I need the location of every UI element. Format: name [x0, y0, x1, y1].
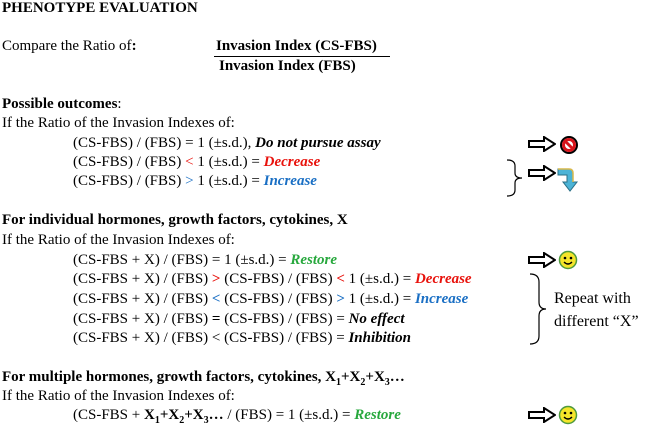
heading-text: For multiple hormones, growth factors, cytokines, X — [2, 369, 336, 385]
row-text: (CS-FBS) / (FBS) = — [220, 311, 349, 327]
individual-row — [73, 271, 472, 288]
individual-row — [73, 291, 468, 308]
row-text: X — [144, 407, 155, 423]
right-arrow-icon — [528, 252, 556, 268]
individual-intro: If the Ratio of the Invasion Indexes of: — [2, 232, 235, 248]
right-brace-icon — [505, 158, 527, 198]
right-arrow-icon — [528, 165, 556, 181]
row-text: +X — [159, 407, 180, 423]
page-title: PHENOTYPE EVALUATION — [2, 0, 198, 16]
outcomes-heading-colon: : — [117, 96, 122, 112]
compare-label-text: Compare the Ratio of — [2, 38, 132, 54]
row-text: (CS-FBS + X) / (FBS) — [73, 291, 212, 307]
result-label: Inhibition — [348, 330, 411, 346]
subscript: 3 — [203, 415, 209, 426]
row-operator: = — [211, 311, 221, 327]
row-text: (CS-FBS) / (FBS) — [73, 154, 186, 170]
result-label: No effect — [348, 311, 405, 327]
outcomes-heading — [2, 96, 122, 113]
subscript: 1 — [154, 415, 160, 426]
result-label: Increase — [263, 173, 317, 189]
row-text: (CS-FBS + X) / (FBS) = 1 (±s.d.) = — [73, 252, 291, 268]
result-label: Do not pursue assay — [255, 135, 381, 151]
outcomes-heading-text: Possible outcomes — [2, 96, 118, 112]
result-label: Increase — [414, 291, 469, 307]
row-operator: > — [211, 271, 221, 287]
heading-text: … — [389, 369, 405, 385]
ratio-numerator: Invasion Index (CS-FBS) — [216, 38, 377, 54]
row-text: (CS-FBS + X) / (FBS) — [73, 271, 212, 287]
row-text: 1 (±s.d.) = — [193, 154, 264, 170]
row-text: (CS-FBS) / (FBS) — [73, 135, 186, 151]
result-label: Decrease — [263, 154, 321, 170]
outcome-row — [73, 135, 381, 152]
row-text: (CS-FBS) / (FBS) — [220, 291, 337, 307]
row-text: (CS-FBS + X) / (FBS) < (CS-FBS) / (FBS) = — [73, 330, 349, 346]
result-label: Restore — [354, 407, 401, 423]
row-text: … — [208, 407, 224, 423]
heading-text: +X — [341, 369, 361, 385]
down-turn-arrow-icon — [557, 166, 579, 192]
right-arrow-icon — [528, 407, 556, 423]
smiley-face-icon — [558, 250, 578, 270]
heading-text: +X — [365, 369, 385, 385]
row-operator: < — [211, 291, 221, 307]
subscript: 2 — [360, 377, 366, 388]
row-text: (CS-FBS + X) / (FBS) — [73, 311, 212, 327]
compare-colon: : — [131, 38, 137, 54]
right-arrow-icon — [528, 136, 556, 152]
row-operator: < — [336, 271, 345, 287]
repeat-note-line2: different “X” — [554, 313, 639, 330]
subscript: 2 — [179, 415, 185, 426]
row-text: (CS-FBS) / (FBS) — [220, 271, 337, 287]
row-operator: < — [185, 154, 194, 170]
right-brace-icon — [528, 272, 550, 346]
row-operator: = — [185, 135, 194, 151]
compare-label — [2, 38, 137, 55]
row-text: 1 (±s.d.) = — [344, 271, 415, 287]
prohibited-icon — [559, 135, 579, 155]
individual-row — [73, 252, 337, 269]
individual-row — [73, 330, 411, 347]
ratio-denominator: Invasion Index (FBS) — [219, 58, 356, 74]
row-text: (CS-FBS) / (FBS) — [73, 173, 186, 189]
fraction-bar — [214, 56, 390, 57]
multiple-intro: If the Ratio of the Invasion Indexes of: — [2, 388, 235, 404]
row-text: 1 (±s.d.) = — [344, 291, 415, 307]
outcome-row — [73, 173, 317, 190]
subscript: 3 — [384, 377, 390, 388]
smiley-face-icon — [558, 405, 578, 425]
row-text: 1 (±s.d.), — [193, 135, 256, 151]
repeat-note-line1: Repeat with — [554, 290, 631, 307]
row-text: / (FBS) = 1 (±s.d.) = — [223, 407, 355, 423]
result-label: Restore — [290, 252, 338, 268]
outcomes-intro: If the Ratio of the Invasion Indexes of: — [2, 115, 235, 131]
subscript: 1 — [336, 377, 341, 388]
result-label: Decrease — [414, 271, 472, 287]
row-operator: > — [336, 291, 345, 307]
individual-heading: For individual hormones, growth factors, cytokines, X — [2, 212, 348, 228]
individual-row — [73, 311, 405, 328]
outcome-row — [73, 154, 320, 171]
row-text: +X — [184, 407, 204, 423]
row-text: 1 (±s.d.) = — [193, 173, 264, 189]
row-operator: > — [185, 173, 194, 189]
row-text: (CS-FBS + — [73, 407, 144, 423]
